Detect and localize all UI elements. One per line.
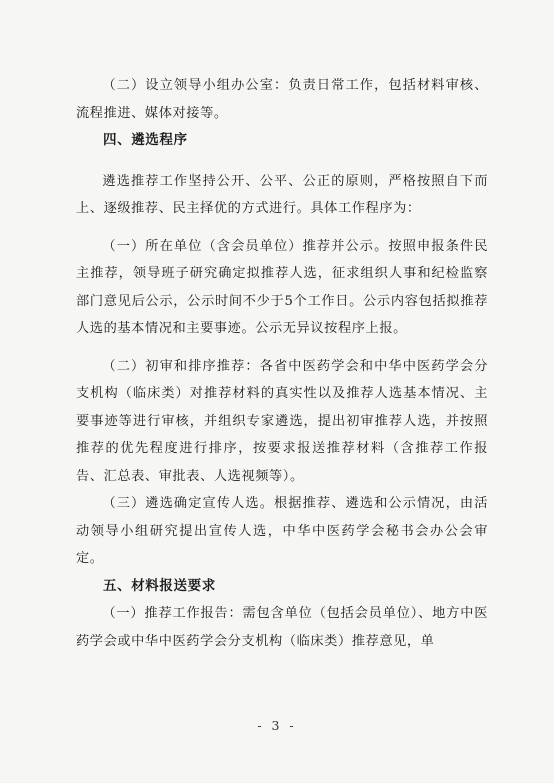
- paragraph-preliminary-review: （二）初审和排序推荐：各省中医药学会和中华中医药学会分支机构（临床类）对推荐材料的真实性以及推荐人选基本情况、主要事迹等进行审核，并组织专家遴选，提出初审推荐人选，并按照推荐的优先程度进行排序，按要求报送推荐材料（含推荐工作报告、汇总表、审批表、人选视频等）。: [76, 358, 488, 484]
- spacer: [76, 155, 488, 168]
- section-heading-selection-procedure: 四、遴选程序: [103, 132, 188, 148]
- document-body: [76, 72, 488, 655]
- paragraph-office-setup: （二）设立领导小组办公室：负责日常工作，包括材料审核、流程推进、媒体对接等。: [76, 78, 488, 121]
- paragraph-work-report: （一）推荐工作报告：需包含单位（包括会员单位）、地方中医药学会或中华中医药学会分支机构（临床类）推荐意见，单: [76, 606, 488, 649]
- section-heading-material-requirements: 五、材料报送要求: [103, 577, 216, 594]
- spacer: [76, 223, 488, 233]
- paragraph-selection-principles: 遴选推荐工作坚持公开、公平、公正的原则，严格按照自下而上、逐级推荐、民主择优的方式进行。具体工作程序为：: [76, 173, 488, 216]
- page-number: - 3 -: [257, 718, 297, 733]
- paragraph-final-selection: （三）遴选确定宣传人选。根据推荐、遴选和公示情况，由活动领导小组研究提出宣传人选，中华中医药学会秘书会办公会审定。: [76, 496, 488, 566]
- paragraph-unit-recommendation: （一）所在单位（含会员单位）推荐并公示。按照申报条件民主推荐，领导班子研究确定拟推荐人选，征求组织人事和纪检监察部门意见后公示，公示时间不少于5个工作日。公示内容包括拟推荐人选的基本情况和主要事迹。公示无异议按程序上报。: [76, 238, 488, 336]
- spacer: [76, 343, 488, 353]
